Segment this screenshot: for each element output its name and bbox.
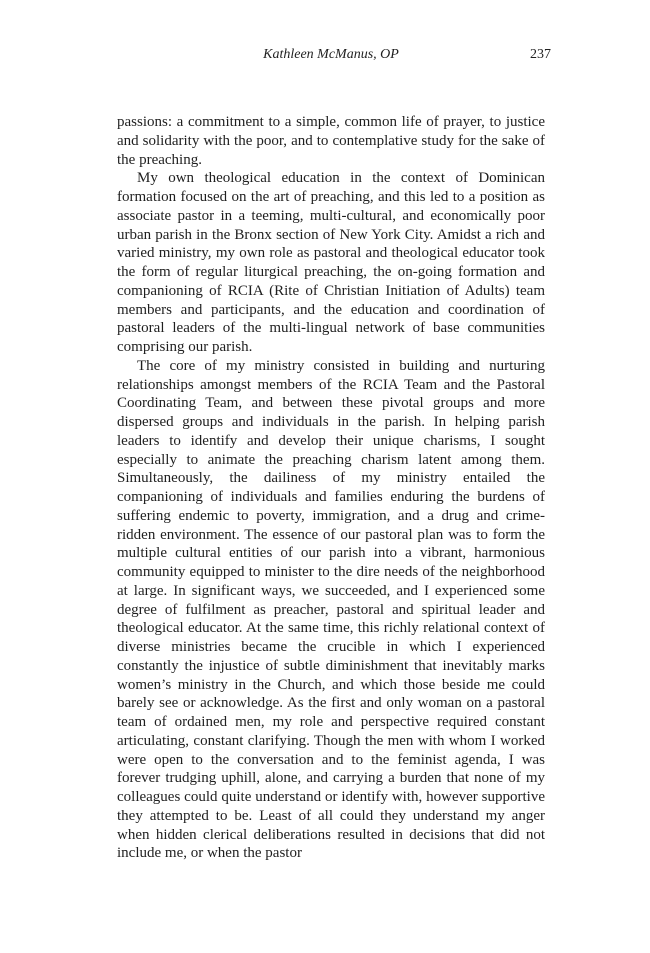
paragraph-theological-education: My own theological education in the context of Dominican formation focused on the art of preaching, and this led to a position as associate pastor in a teeming, multi-cultural, and economically poor urban parish in the Bronx section of New York City. Amidst a rich and varied ministry, my own role as pastoral and theological educator took the form of regular liturgical preaching, the on-going formation and companioning of RCIA (Rite of Christian Initiation of Adults) team members and participants, and the education and coordination of pastoral leaders of the multi-lingual network of base communities comprising our parish.: [117, 170, 545, 355]
page-number: 237: [530, 47, 551, 62]
paragraph-core-ministry: The core of my ministry consisted in building and nurturing relationships amongst members of the RCIA Team and the Pastoral Coordinating Team, and between these pivotal groups and more dispersed groups and individuals in the parish. In helping parish leaders to identify and develop their unique charisms, I sought especially to animate the preaching charism latent among them. Simultaneously, the dailiness of my ministry entailed the companioning of individuals and families enduring the burdens of suffering endemic to poverty, immigration, and a drug and crime- ridden environment. The essence of our pastoral plan was to form the multiple cultural entities of our parish into a vibrant, harmonious community equipped to minister to the dire needs of the neighborhood at large. In significant ways, we succeeded, and I experienced some degree of fulfilment as preacher, pastoral and spiritual leader and theological educator. At the same time, this richly relational context of diverse ministries became the crucible in which I experienced constantly the injustice of subtle diminishment that inevitably marks women’s ministry in the Church, and which those beside me could barely see or acknowledge. As the first and only woman on a pastoral team of ordained men, my role and perspective required constant articulating, constant clarifying. Though the men with whom I worked were open to the conversation and to the feminist agenda, I was forever trudging uphill, alone, and carrying a burden that none of my colleagues could quite understand or identify with, however supportive they attempted to be. Least of all could they understand my anger when hidden clerical deliberations resulted in decisions that did not include me, or when the pastor: [117, 357, 545, 862]
running-header: [117, 47, 551, 67]
running-head-author: Kathleen McManus, OP: [263, 47, 399, 62]
paragraph-continued: passions: a commitment to a simple, common life of prayer, to justice and solidarity with the poor, and to contemplative study for the sake of the preaching.: [117, 114, 545, 168]
body-text: [117, 113, 545, 863]
